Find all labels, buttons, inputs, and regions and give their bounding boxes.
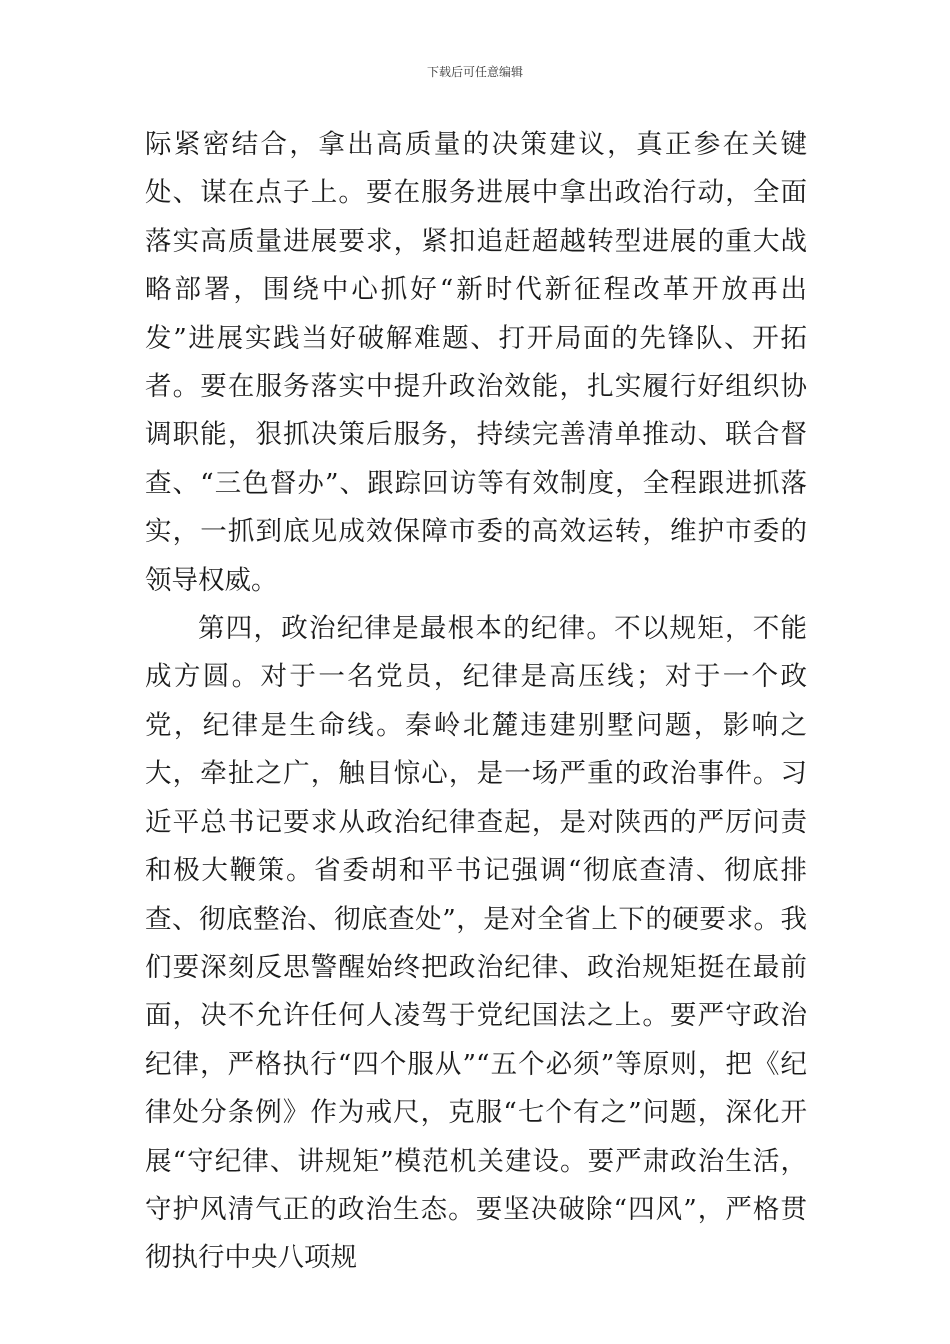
document-body (145, 121, 807, 1283)
page-header: 下载后可任意编辑 (426, 65, 523, 79)
paragraph-1: 际紧密结合，拿出高质量的决策建议，真正参在关键处、谋在点子上。要在服务进展中拿出政治行动，全面落实高质量进展要求，紧扣追赶超越转型进展的重大战略部署，围绕中心抓好“新时代新征程改革开放再出发”进展实践当好破解难题、打开局面的先锋队、开拓者。要在服务落实中提升政治效能，扎实履行好组织协调职能，狠抓决策后服务，持续完善清单推动、联合督查、“三色督办”、跟踪回访等有效制度，全程跟进抓落实，一抓到底见成效保障市委的高效运转，维护市委的领导权威。 (145, 129, 807, 596)
paragraph-2: 第四，政治纪律是最根本的纪律。不以规矩，不能成方圆。对于一名党员，纪律是高压线；对于一个政党，纪律是生命线。秦岭北麓违建别墅问题，影响之大，牵扯之广，触目惊心，是一场严重的政治事件。习近平总书记要求从政治纪律查起，是对陕西的严厉问责和极大鞭策。省委胡和平书记强调“彻底查清、彻底排查、彻底整治、彻底查处”，是对全省上下的硬要求。我们要深刻反思警醒始终把政治纪律、政治规矩挺在最前面，决不允许任何人凌驾于党纪国法之上。要严守政治纪律，严格执行“四个服从”“五个必须”等原则，把《纪律处分条例》作为戒尺，克服“七个有之”问题，深化开展“守纪律、讲规矩”模范机关建设。要严肃政治生活，守护风清气正的政治生态。要坚决破除“四风”，严格贯彻执行中央八项规 (145, 613, 807, 1274)
